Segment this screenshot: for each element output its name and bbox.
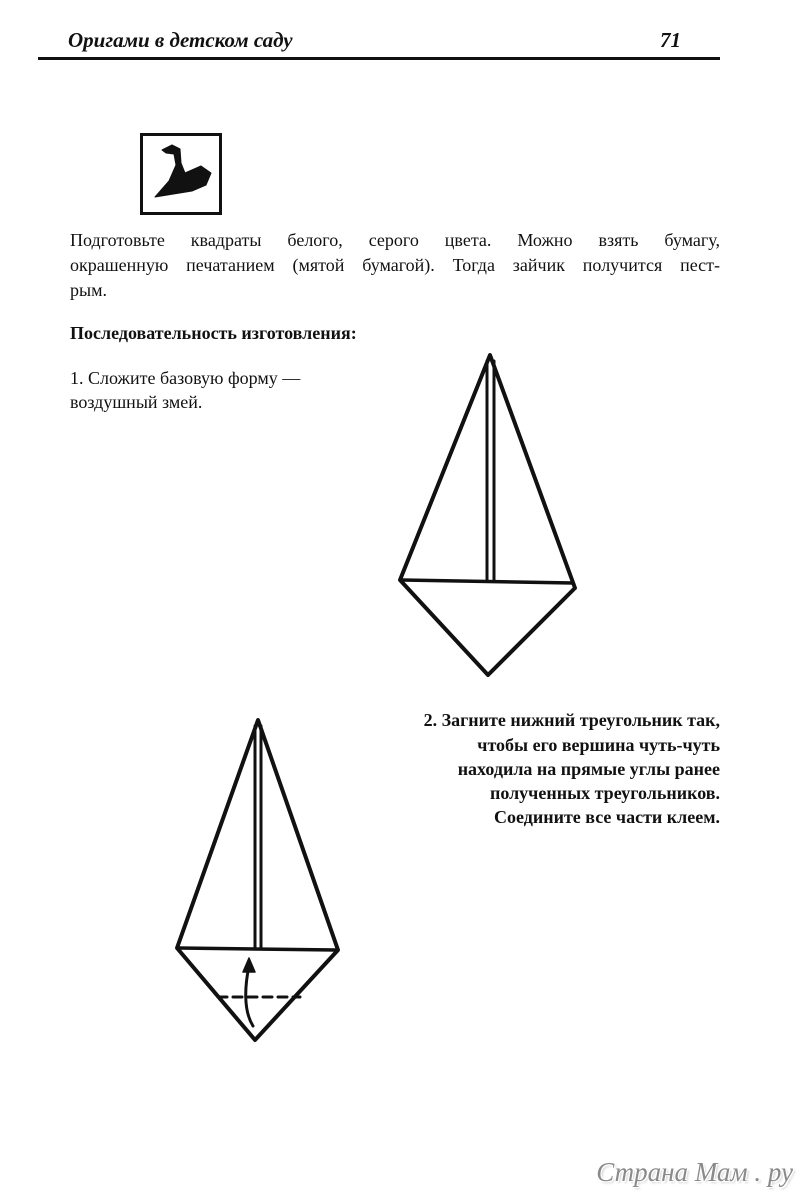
- site-watermark: Страна Мам . ру: [596, 1157, 793, 1187]
- figure-fold-bottom-triangle: [165, 710, 355, 1050]
- intro-line-1: Подготовьте квадраты белого, серого цвета. Можно взять бумагу,: [70, 230, 720, 250]
- step-2-line-5: Соедините все части клеем.: [493, 807, 720, 827]
- step-2-line-4: полученных треугольников.: [489, 783, 720, 803]
- step-1-line-1: 1. Сложите базовую форму —: [70, 368, 301, 388]
- page-number: 71: [660, 28, 681, 52]
- figure-kite-base-form: [390, 345, 590, 685]
- step-2-line-1: 2. Загните нижний треугольник так,: [423, 710, 720, 730]
- bird-silhouette-shape: [155, 145, 211, 197]
- step-1-line-2: воздушный змей.: [70, 392, 203, 412]
- sequence-heading: Последовательность изготовления:: [70, 323, 357, 343]
- intro-line-3: рым.: [70, 280, 107, 300]
- bird-silhouette-icon: [143, 136, 219, 212]
- running-header-title: Оригами в детском саду: [68, 28, 293, 52]
- section-icon-frame: [140, 133, 222, 215]
- fold-up-arrowhead: [243, 958, 255, 972]
- header-rule: [38, 57, 720, 60]
- step-2-line-3: находила на прямые углы ранее: [457, 759, 720, 779]
- horizontal-fold-step-2: [179, 948, 336, 950]
- step-2-line-2: чтобы его вершина чуть-чуть: [477, 735, 720, 755]
- kite-outline-step-2: [177, 720, 338, 1040]
- intro-line-2: окрашенную печатанием (мятой бумагой). Тогда зайчик получится пест-: [70, 255, 720, 275]
